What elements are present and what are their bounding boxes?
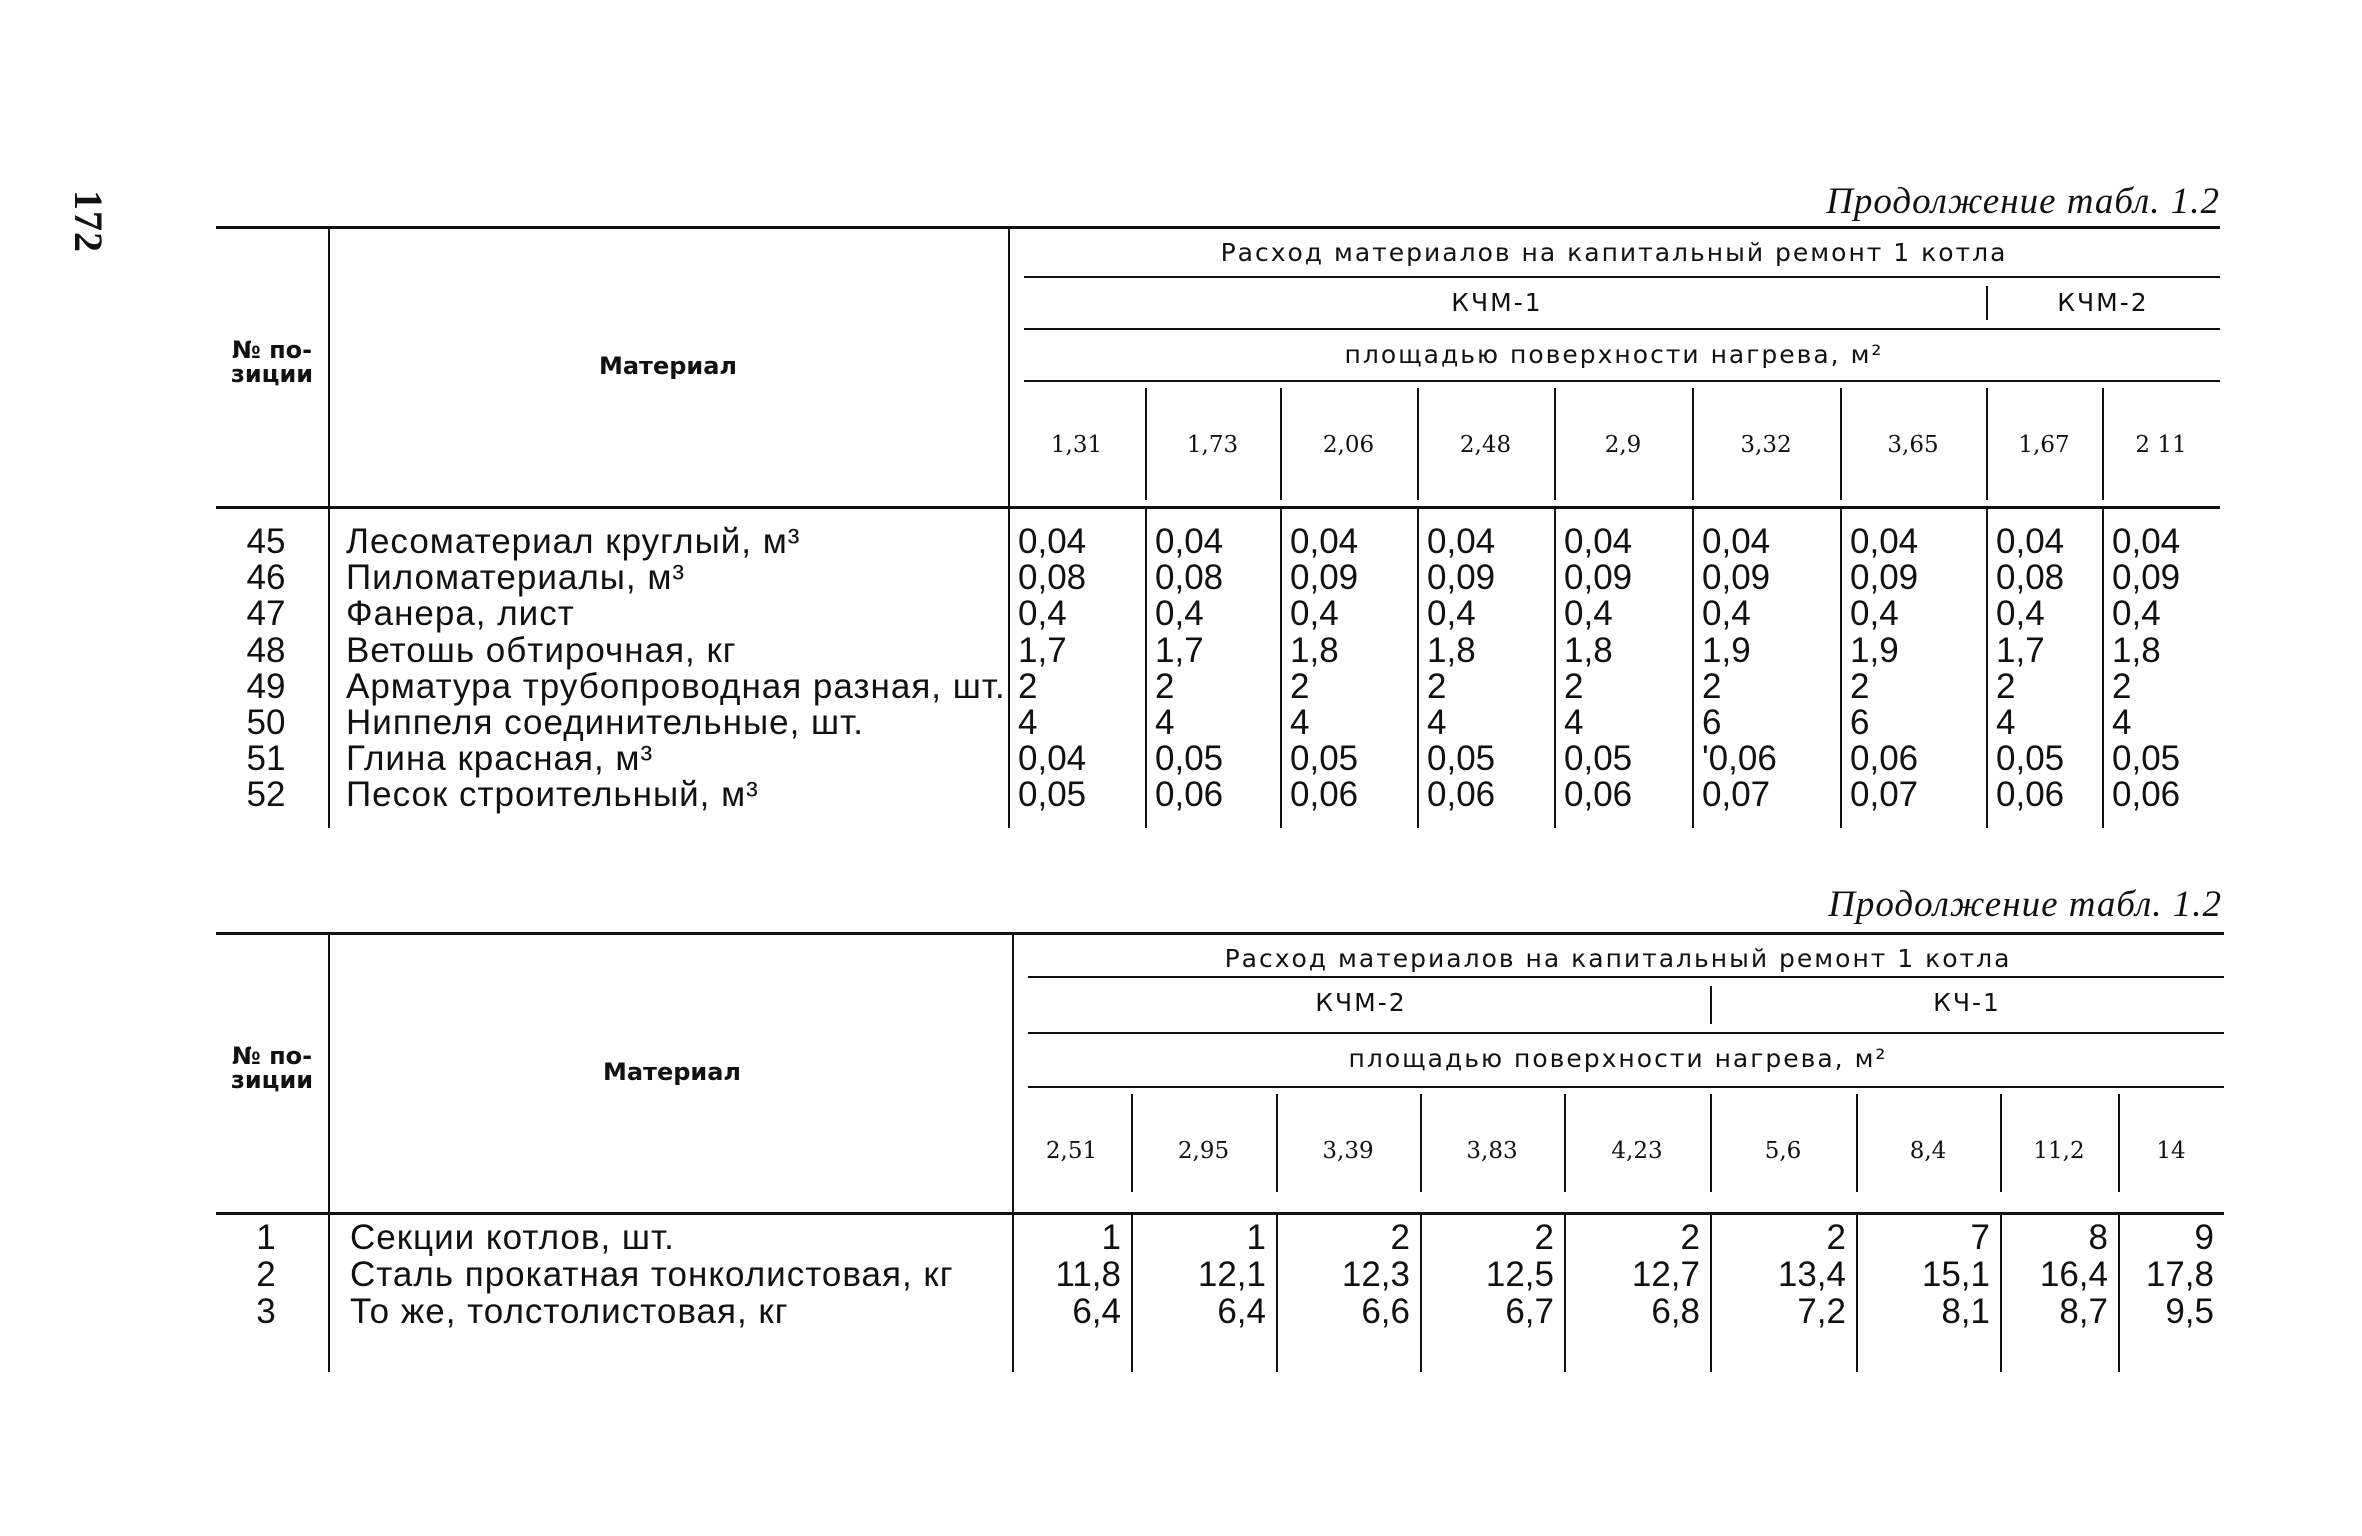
row-value: 7,2 <box>1797 1292 1846 1331</box>
row-value: 0,05 <box>1155 739 1224 779</box>
row-value: 1,7 <box>1996 630 2045 670</box>
row-value: 0,09 <box>1850 558 1919 598</box>
value-column-divider <box>1986 506 1988 828</box>
row-value: 2 <box>1427 666 1447 706</box>
row-value: 16,4 <box>2039 1255 2108 1294</box>
row-value: 12,1 <box>1197 1255 1266 1294</box>
row-value: 0,06 <box>1290 775 1359 815</box>
row-value: 2 <box>1826 1218 1846 1257</box>
row-value: 11,8 <box>1055 1255 1121 1294</box>
row-value: 1,8 <box>1290 630 1339 670</box>
row-value: 0,04 <box>1155 522 1224 561</box>
table-2-caption: Продолжение табл. 1.2 <box>1828 884 2222 925</box>
group-label: КЧМ-1 <box>1451 288 1543 317</box>
value-column-divider <box>1692 506 1694 828</box>
row-value: 0,04 <box>2112 522 2181 561</box>
row-material: Песок строительный, м³ <box>346 775 759 815</box>
area-header: 8,4 <box>1909 1138 1947 1164</box>
material-column-header: Материал <box>602 1058 742 1086</box>
value-column-divider <box>1145 506 1147 828</box>
area-header: 2,95 <box>1177 1138 1230 1164</box>
row-value: 1,8 <box>1564 630 1613 670</box>
row-value: 0,4 <box>1702 594 1751 634</box>
row-value: 1 <box>1246 1218 1266 1257</box>
area-header: 2 11 <box>2135 432 2187 458</box>
row-value: 4 <box>1018 703 1038 742</box>
subspan-rule <box>1024 380 2220 382</box>
row-position: 3 <box>256 1292 276 1331</box>
span-title-rule <box>1028 976 2224 978</box>
row-value: 0,06 <box>1850 739 1919 779</box>
row-value: 0,4 <box>1850 594 1899 634</box>
row-position: 52 <box>246 775 286 815</box>
row-value: 0,04 <box>1018 739 1087 779</box>
subspan-rule <box>1028 1086 2224 1088</box>
row-material: Сталь прокатная тонколистовая, кг <box>350 1255 954 1294</box>
group-label: КЧМ-2 <box>1315 988 1407 1017</box>
row-value: 1,9 <box>1850 630 1899 670</box>
span-title: Расход материалов на капитальный ремонт 1 котла <box>1220 238 2008 267</box>
row-value: 0,09 <box>2112 558 2181 598</box>
row-material: Пиломатериалы, м³ <box>346 558 686 598</box>
area-header: 3,65 <box>1887 432 1939 458</box>
row-value: 0,05 <box>1996 739 2065 779</box>
row-value: 9,5 <box>2165 1292 2214 1331</box>
row-value: 6,4 <box>1217 1292 1266 1331</box>
area-header: 5,6 <box>1764 1138 1802 1164</box>
row-value: 17,8 <box>2145 1255 2214 1294</box>
row-value: 4 <box>1996 703 2016 742</box>
row-value: 2 <box>1290 666 1310 706</box>
header-bottom-rule <box>216 1212 2224 1215</box>
area-header: 2,48 <box>1459 432 1512 458</box>
row-value: 2 <box>1702 666 1722 706</box>
row-position: 50 <box>246 703 286 742</box>
row-value: 0,4 <box>1155 594 1204 634</box>
area-header: 3,83 <box>1466 1138 1518 1164</box>
row-value: 0,07 <box>1850 775 1919 815</box>
row-value: 4 <box>1290 703 1310 742</box>
page-number: 172 <box>66 190 111 253</box>
row-value: 0,04 <box>1290 522 1359 561</box>
row-value: 0,4 <box>1427 594 1476 634</box>
row-value: 2 <box>1850 666 1870 706</box>
row-material: Ниппеля соединительные, шт. <box>346 703 864 742</box>
row-position: 2 <box>256 1255 276 1294</box>
row-material: Фанера, лист <box>346 594 575 634</box>
row-value: 15,1 <box>1921 1255 1990 1294</box>
row-value: 6 <box>1850 703 1870 742</box>
row-value: 0,4 <box>1996 594 2045 634</box>
row-material: То же, толстолистовая, кг <box>350 1292 789 1331</box>
material-column-header: Материал <box>598 352 738 380</box>
row-value: 0,4 <box>1018 594 1067 634</box>
row-value: 0,06 <box>2112 775 2181 815</box>
row-value: 0,04 <box>1850 522 1919 561</box>
row-value: 0,04 <box>1564 522 1633 561</box>
row-value: 0,09 <box>1290 558 1359 598</box>
row-value: 2 <box>1534 1218 1554 1257</box>
span-title-rule <box>1024 276 2220 278</box>
row-value: 6,4 <box>1072 1292 1121 1331</box>
value-column-divider <box>2102 506 2104 828</box>
row-value: 0,05 <box>1290 739 1359 779</box>
area-header: 2,06 <box>1322 432 1375 458</box>
row-value: 0,4 <box>1290 594 1339 634</box>
row-value: 2 <box>1680 1218 1700 1257</box>
pos-column-divider <box>328 226 330 828</box>
row-value: 0,06 <box>1996 775 2065 815</box>
row-value: 12,5 <box>1485 1255 1554 1294</box>
area-header: 1,73 <box>1186 432 1239 458</box>
row-value: 0,04 <box>1702 522 1771 561</box>
position-column-header: № по- зиции <box>230 1042 314 1094</box>
row-value: 0,04 <box>1996 522 2065 561</box>
row-position: 1 <box>256 1218 276 1257</box>
row-value: 0,04 <box>1427 522 1496 561</box>
row-value: 1,7 <box>1018 630 1067 670</box>
row-value: '0,06 <box>1702 739 1777 779</box>
subspan-title: площадью поверхности нагрева, м² <box>1344 340 1884 369</box>
row-position: 49 <box>246 666 286 706</box>
area-header: 2,9 <box>1604 432 1642 458</box>
group-label: КЧ-1 <box>1933 988 2001 1017</box>
row-value: 6,7 <box>1505 1292 1554 1331</box>
row-value: 1,8 <box>2112 630 2161 670</box>
row-value: 4 <box>1427 703 1447 742</box>
row-value: 0,06 <box>1564 775 1633 815</box>
row-value: 12,7 <box>1631 1255 1700 1294</box>
row-value: 8 <box>2088 1218 2108 1257</box>
value-column-divider <box>1280 506 1282 828</box>
row-material: Лесоматериал круглый, м³ <box>346 522 801 561</box>
row-value: 6 <box>1702 703 1722 742</box>
row-value: 12,3 <box>1341 1255 1410 1294</box>
row-value: 9 <box>2194 1218 2214 1257</box>
row-value: 0,04 <box>1018 522 1087 561</box>
area-header: 3,32 <box>1740 432 1792 458</box>
row-value: 2 <box>1996 666 2016 706</box>
top-rule <box>216 932 2224 935</box>
pos-column-divider <box>328 932 330 1372</box>
row-value: 4 <box>1564 703 1584 742</box>
row-value: 2 <box>1018 666 1038 706</box>
row-position: 47 <box>246 594 286 634</box>
position-column-header: № по- зиции <box>230 336 314 388</box>
group-label: КЧМ-2 <box>2057 288 2149 317</box>
table-1-caption: Продолжение табл. 1.2 <box>1826 181 2220 222</box>
value-column-divider <box>1417 506 1419 828</box>
row-position: 45 <box>246 522 286 561</box>
row-value: 0,4 <box>1564 594 1613 634</box>
row-value: 8,7 <box>2059 1292 2108 1331</box>
row-position: 48 <box>246 630 286 670</box>
area-header: 3,39 <box>1322 1138 1374 1164</box>
row-value: 6,6 <box>1361 1292 1410 1331</box>
span-title: Расход материалов на капитальный ремонт 1 котла <box>1224 944 2012 973</box>
row-material: Глина красная, м³ <box>346 739 654 779</box>
row-value: 2 <box>1564 666 1584 706</box>
row-material: Ветошь обтирочная, кг <box>346 630 737 670</box>
row-value: 4 <box>1155 703 1175 742</box>
row-value: 0,08 <box>1155 558 1224 598</box>
row-value: 0,09 <box>1427 558 1496 598</box>
row-value: 0,4 <box>2112 594 2161 634</box>
row-value: 0,06 <box>1155 775 1224 815</box>
row-value: 1 <box>1101 1218 1121 1257</box>
row-value: 0,09 <box>1564 558 1633 598</box>
group-rule <box>1024 328 2220 330</box>
row-position: 46 <box>246 558 286 598</box>
row-value: 0,05 <box>1427 739 1496 779</box>
value-column-divider <box>1554 506 1556 828</box>
materials-table-1 <box>216 226 2220 832</box>
area-header: 4,23 <box>1611 1138 1663 1164</box>
row-position: 51 <box>246 739 286 779</box>
group-rule <box>1028 1032 2224 1034</box>
row-value: 0,09 <box>1702 558 1771 598</box>
row-value: 0,08 <box>1018 558 1087 598</box>
row-material: Арматура трубопроводная разная, шт. <box>346 666 1006 706</box>
area-header: 2,51 <box>1045 1138 1098 1164</box>
row-value: 0,05 <box>2112 739 2181 779</box>
materials-table-2 <box>216 932 2224 1376</box>
area-header: 1,67 <box>2018 432 2070 458</box>
row-material: Секции котлов, шт. <box>350 1218 675 1257</box>
row-value: 0,07 <box>1702 775 1771 815</box>
row-value: 7 <box>1970 1218 1990 1257</box>
value-column-divider <box>1840 506 1842 828</box>
row-value: 0,05 <box>1564 739 1633 779</box>
row-value: 2 <box>1390 1218 1410 1257</box>
row-value: 4 <box>2112 703 2132 742</box>
row-value: 1,9 <box>1702 630 1751 670</box>
row-value: 2 <box>1155 666 1175 706</box>
row-value: 2 <box>2112 666 2132 706</box>
row-value: 1,8 <box>1427 630 1476 670</box>
area-header: 1,31 <box>1050 432 1103 458</box>
row-value: 0,05 <box>1018 775 1087 815</box>
top-rule <box>216 226 2220 229</box>
row-value: 8,1 <box>1941 1292 1990 1331</box>
row-value: 0,08 <box>1996 558 2065 598</box>
row-value: 0,06 <box>1427 775 1496 815</box>
subspan-title: площадью поверхности нагрева, м² <box>1348 1044 1888 1073</box>
row-value: 6,8 <box>1651 1292 1700 1331</box>
area-header: 14 <box>2156 1138 2186 1164</box>
row-value: 13,4 <box>1777 1255 1846 1294</box>
header-bottom-rule <box>216 506 2220 509</box>
row-value: 1,7 <box>1155 630 1204 670</box>
area-header: 11,2 <box>2033 1138 2085 1164</box>
